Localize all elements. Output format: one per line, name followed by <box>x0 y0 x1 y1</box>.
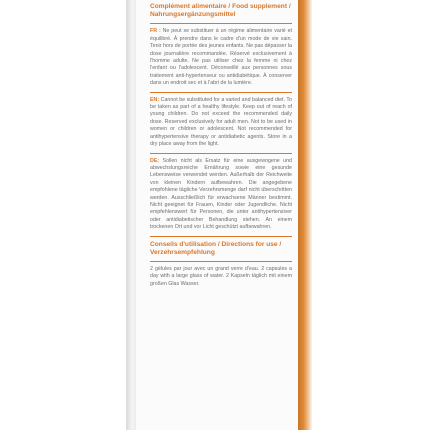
lang-tag-fr: FR : <box>150 28 161 35</box>
divider <box>150 23 292 24</box>
divider <box>150 236 292 237</box>
warning-de <box>150 158 292 232</box>
label-content <box>150 3 292 288</box>
divider <box>150 92 292 93</box>
usage-text: 2 gélules par jour avec un grand verre d'eau. 2 capsules a day with a large glass of water. 2 Kapseln täglich mit einem großen Glas Wasser. <box>150 265 292 287</box>
usage-title: Conseils d'utilisation / Directions for use / Verzehrsempfehlung <box>150 240 282 256</box>
lang-tag-de: DE: <box>150 157 160 164</box>
background-left <box>0 0 126 430</box>
box-right-edge-orange <box>298 0 312 430</box>
warning-en <box>150 97 292 149</box>
lang-tag-en: EN: <box>150 96 160 103</box>
warning-de-text: Sollen nicht als Ersatz für eine ausgewogene und abwechslungsreiche Ernährung sowie eine gesunde Lebensweise verwendet werden. Außerhalb der Reichweite von kleinen Kindern aufbewahren. Die angegebene empfohlene tägliche Verzehrsmenge darf nicht überschritten werden. Ausschließlich für erwachsene Männer bestimmt. Nicht geeignet für Frauen, Kinder oder Jugendliche. Nicht empfehlenswert für Personen, die unter antihypertensiver oder antidiabetischer Behandlung stehen. An einem trockenen Ort und vor Licht geschützt aufbewahren. <box>150 157 292 231</box>
warning-fr <box>150 28 292 87</box>
background-right <box>312 0 430 430</box>
box-left-edge <box>126 0 136 430</box>
divider <box>150 153 292 154</box>
warning-fr-text: Ne peut se substituer à un régime alimentaire varié et équilibré. À prendre dans le cadre d'un mode de vie sain. Tenir hors de portée des jeunes enfants. Ne pas dépasser la dose journalière recommandée. Réservé exclusivement à l'homme adulte. Ne pas utiliser chez la femme ni chez l'enfant ou l'adolescent. Déconseillé aux personnes sous traitement anti-hypertenseur ou antidiabétique. À conserver dans un endroit sec et à l'abri de la lumière. <box>150 28 293 87</box>
label-title: Complément alimentaire / Food supplement / Nahrungsergänzungsmittel <box>150 3 291 19</box>
warning-en-text: Cannot be substituted for a varied and balanced diet. To be taken as part of a healthy lifestyle. Keep out of reach of young children. Do not exceed the recommended daily dose. Reserved exclusively for adult men. Not to be used in women or children or adolescent. Not recommended for antihypertensive therapy or antidiabetic agents. Store in a dry place away from the light. <box>150 96 292 148</box>
divider <box>150 261 292 262</box>
